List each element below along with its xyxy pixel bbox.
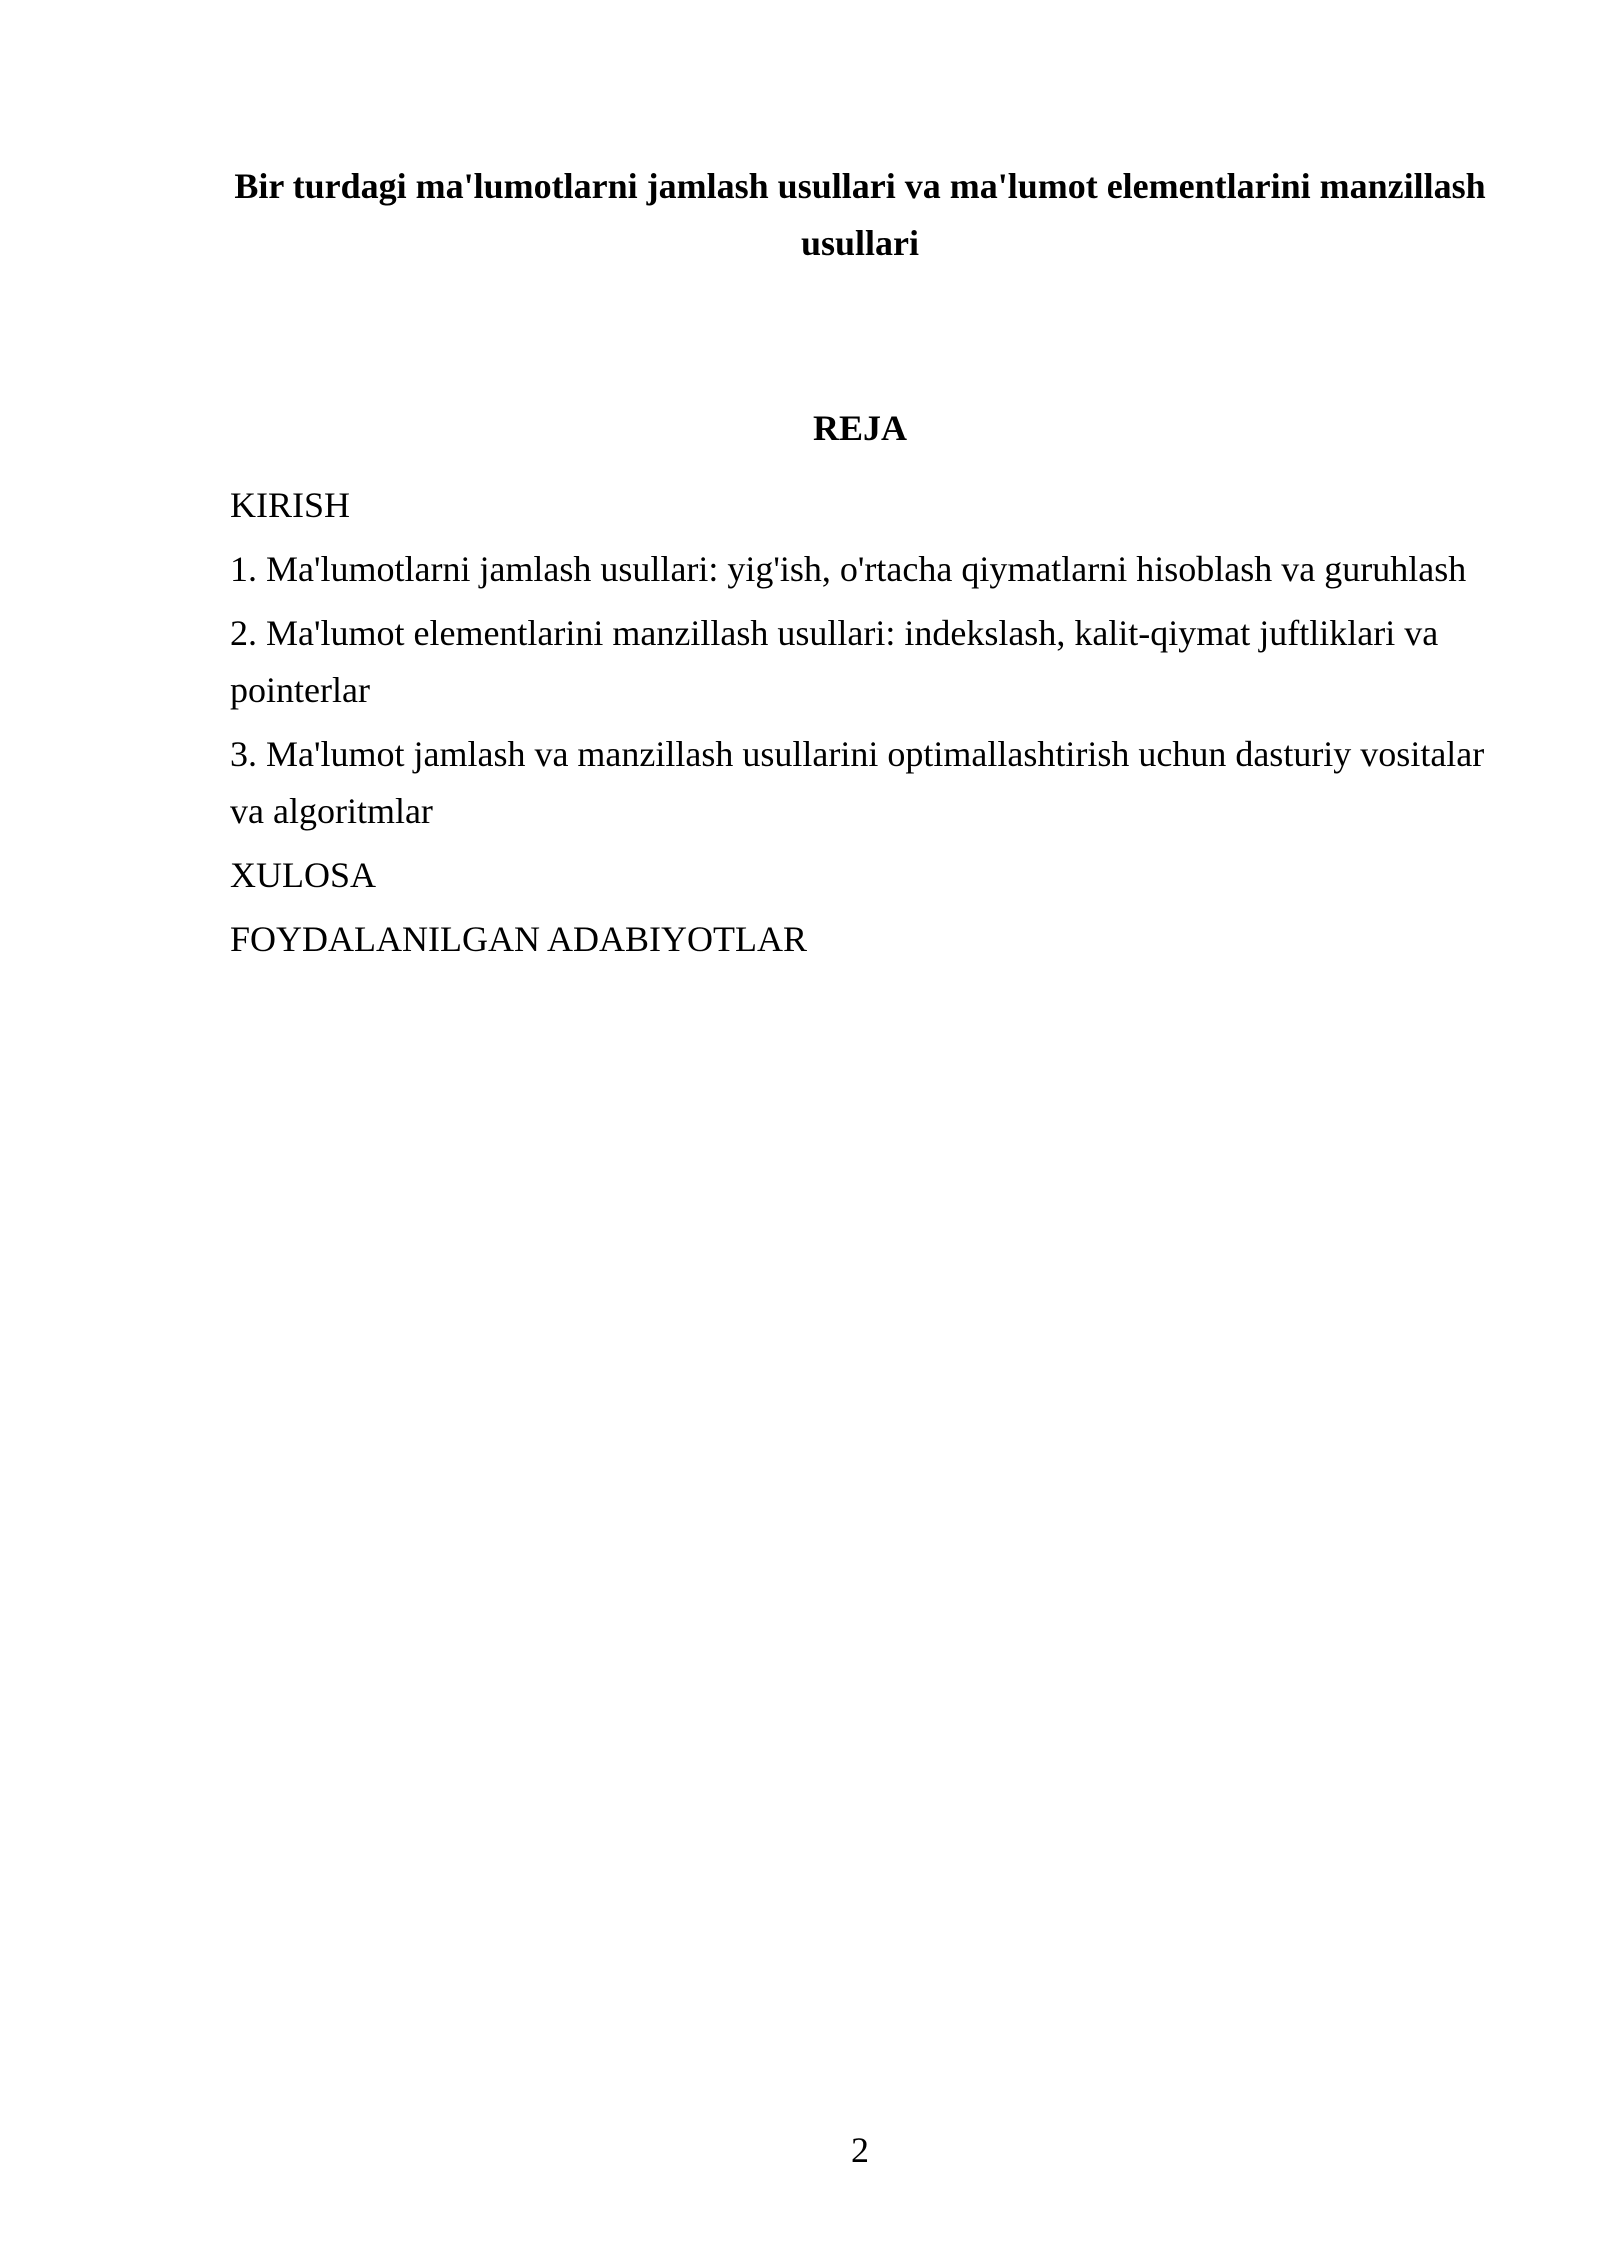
plan-item-references: FOYDALANILGAN ADABIYOTLAR [230, 919, 807, 959]
document-title: Bir turdagi ma'lumotlarni jamlash usullari va ma'lumot elementlarini manzillash usullari [234, 166, 1486, 263]
plan-item-1: 1. Ma'lumotlarni jamlash usullari: yig'ish, o'rtacha qiymatlarni hisoblash va guruhlash [230, 549, 1467, 589]
plan-list [230, 477, 1490, 975]
plan-heading: REJA [812, 408, 907, 448]
plan-item-introduction: KIRISH [230, 485, 351, 525]
plan-item-conclusion: XULOSA [230, 855, 377, 895]
page-number: 2 [851, 2130, 869, 2170]
plan-item-2: 2. Ma'lumot elementlarini manzillash usullari: indekslash, kalit-qiymat juftliklari va pointerlar [230, 613, 1439, 710]
plan-item-3: 3. Ma'lumot jamlash va manzillash usullarini optimallashtirish uchun dasturiy vositalar va algoritmlar [230, 734, 1485, 831]
